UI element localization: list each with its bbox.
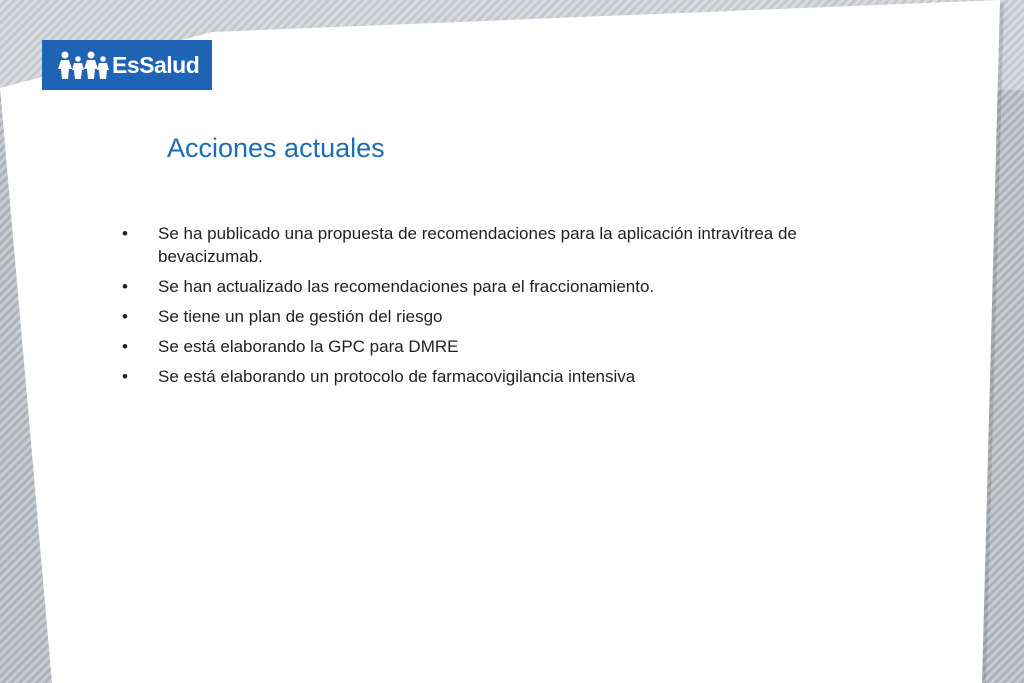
bullet-marker: • (122, 337, 128, 356)
bullet-text: Se está elaborando la GPC para DMRE (158, 337, 459, 356)
list-item (122, 365, 882, 388)
bullet-marker: • (122, 367, 128, 386)
list-item (122, 335, 882, 358)
essalud-logo (42, 40, 212, 90)
slide-title: Acciones actuales (167, 133, 385, 163)
list-item (122, 305, 882, 328)
family-figures-icon (58, 50, 110, 80)
bullet-text: Se ha publicado una propuesta de recomendaciones para la aplicación intravítrea de bevacizumab. (158, 224, 797, 266)
bullet-text: Se está elaborando un protocolo de farmacovigilancia intensiva (158, 367, 636, 386)
bullet-text: Se tiene un plan de gestión del riesgo (158, 307, 443, 326)
bullet-marker: • (122, 224, 128, 243)
list-item (122, 222, 882, 268)
bullet-text: Se han actualizado las recomendaciones para el fraccionamiento. (158, 277, 655, 296)
bullet-marker: • (122, 307, 128, 326)
list-item (122, 275, 882, 298)
bullet-list (122, 222, 882, 395)
logo-text: EsSalud (112, 51, 200, 78)
bullet-marker: • (122, 277, 128, 296)
